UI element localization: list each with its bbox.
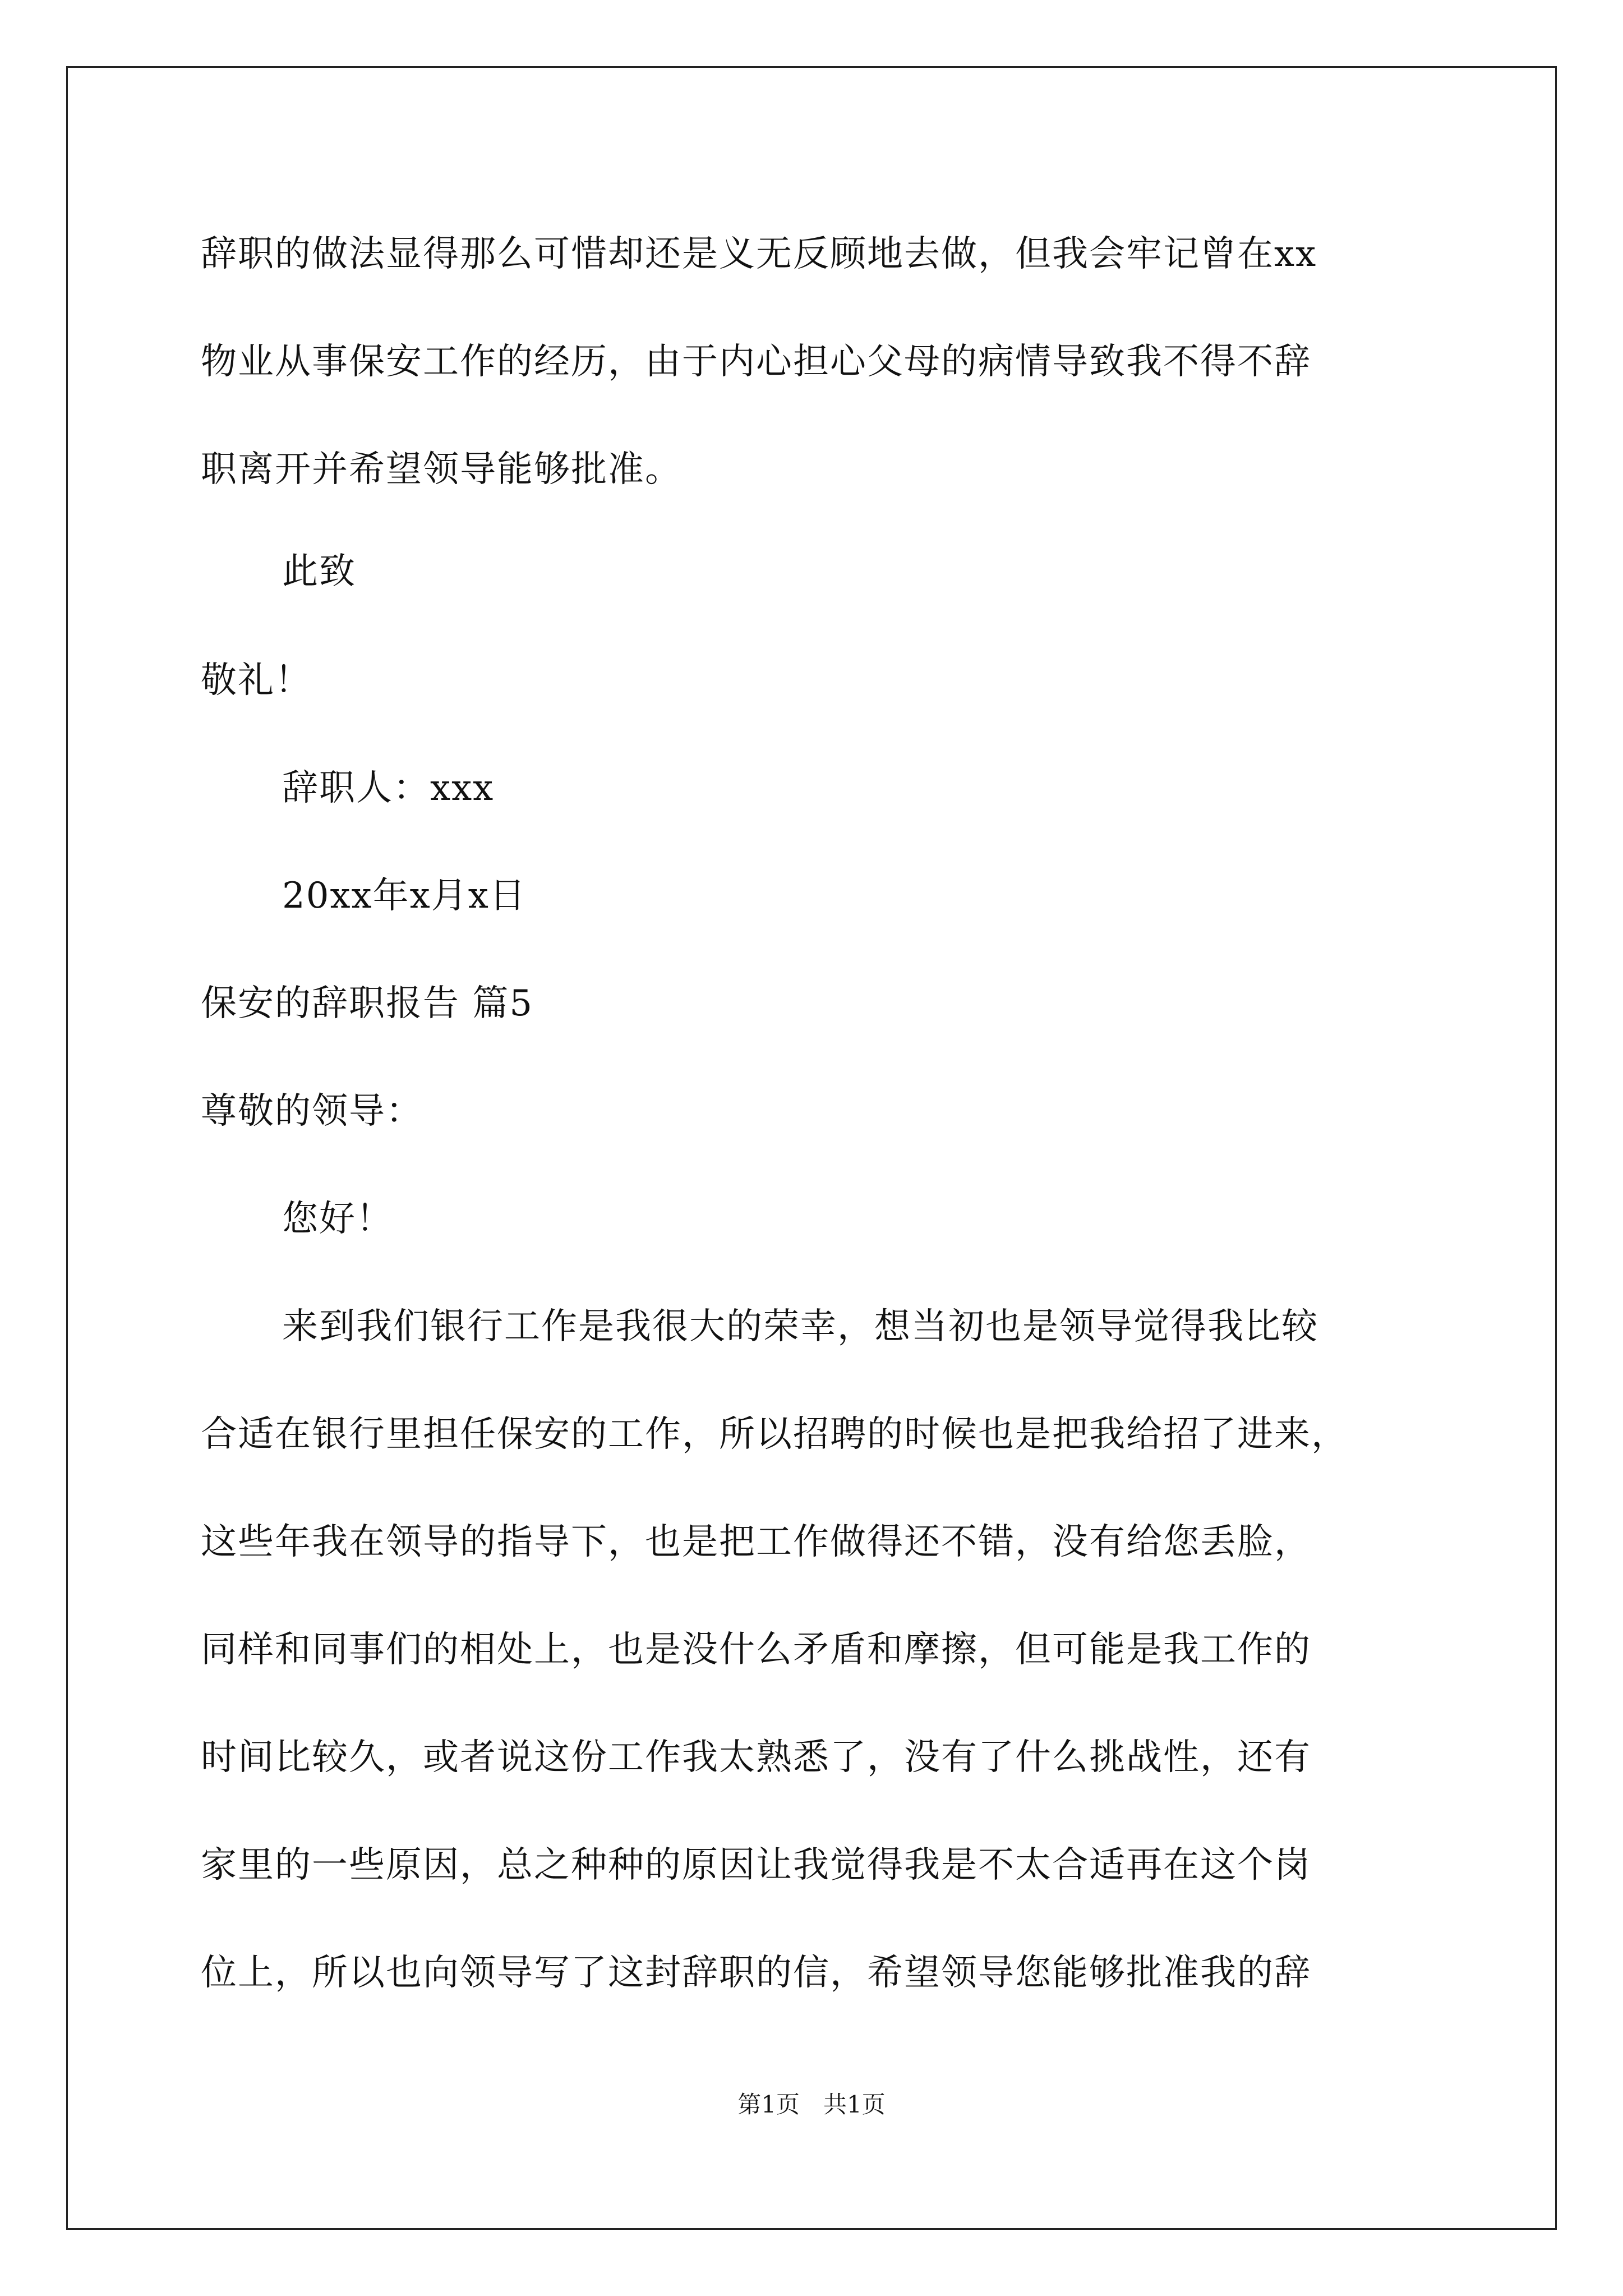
page-border: [66, 66, 1557, 2230]
paragraph-line-4: 同样和同事们的相处上，也是没什么矛盾和摩擦，但可能是我工作的: [201, 1629, 1311, 1671]
body-line-1: 辞职的做法显得那么可惜却还是义无反顾地去做，但我会牢记曾在xx: [201, 233, 1317, 275]
paragraph-line-3: 这些年我在领导的指导下，也是把工作做得还不错，没有给您丢脸，: [201, 1521, 1311, 1563]
paragraph-line-5: 时间比较久，或者说这份工作我太熟悉了，没有了什么挑战性，还有: [201, 1737, 1311, 1778]
closing-salutation: 此致: [282, 551, 356, 592]
closing-respect: 敬礼！: [201, 660, 312, 701]
paragraph-line-2: 合适在银行里担任保安的工作，所以招聘的时候也是把我给招了进来，: [201, 1414, 1348, 1455]
paragraph-line-6: 家里的一些原因，总之种种的原因让我觉得我是不太合适再在这个岗: [201, 1844, 1311, 1886]
signature-date: 20xx年x月x日: [282, 875, 527, 917]
paragraph-line-7: 位上，所以也向领导写了这封辞职的信，希望领导您能够批准我的辞: [201, 1952, 1311, 1994]
signature-name: 辞职人：xxx: [282, 767, 495, 809]
page-footer: 第1页 共1页: [737, 2091, 886, 2118]
body-line-3: 职离开并希望领导能够批准。: [201, 449, 682, 490]
section-heading: 保安的辞职报告 篇5: [201, 983, 534, 1024]
body-line-2: 物业从事保安工作的经历，由于内心担心父母的病情导致我不得不辞: [201, 341, 1311, 383]
paragraph-line-1: 来到我们银行工作是我很大的荣幸，想当初也是领导觉得我比较: [282, 1306, 1318, 1347]
letter-greeting: 您好！: [282, 1198, 393, 1240]
letter-addressee: 尊敬的领导：: [201, 1091, 423, 1132]
